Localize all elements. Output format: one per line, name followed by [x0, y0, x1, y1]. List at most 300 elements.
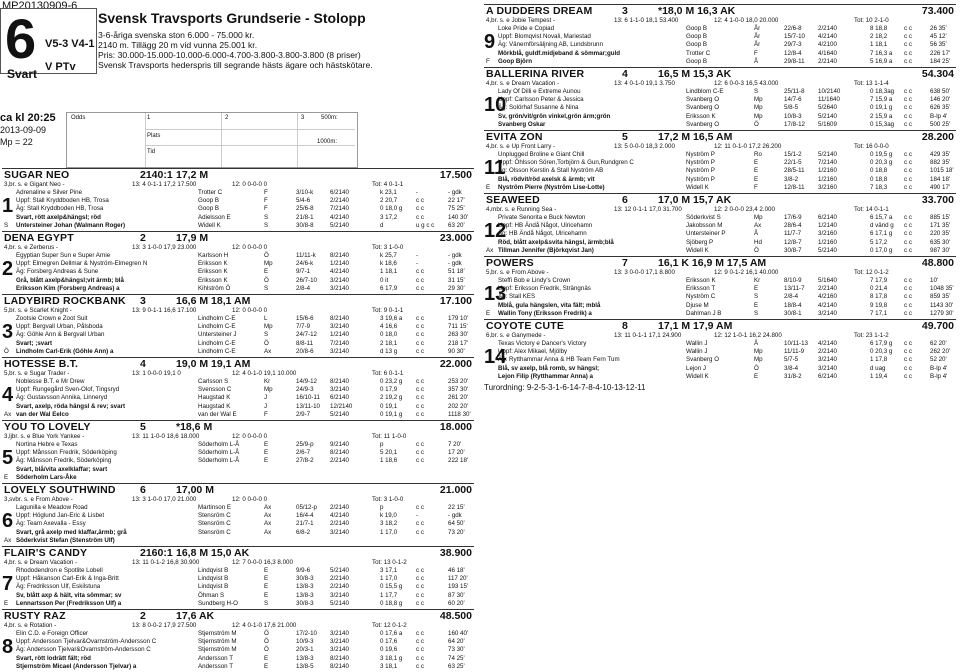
- line-cell: Goop B: [686, 41, 707, 49]
- line-cell: c c: [904, 309, 912, 317]
- line-cell: 10/8-3: [784, 112, 802, 120]
- line-tag: E: [4, 473, 9, 481]
- horse-line: [484, 25, 956, 33]
- line-cell: Goop B: [198, 205, 219, 213]
- line-cell: c c: [904, 96, 912, 104]
- line-cell: c c: [416, 567, 424, 574]
- line-cell: Zootsie Crown e Zoot Suit: [16, 315, 88, 322]
- horse-entry: [2, 231, 474, 293]
- line-cell: E: [754, 159, 759, 167]
- horse-line: [2, 630, 474, 638]
- line-cell: 0 20,3 g: [870, 159, 893, 167]
- horse-program-number: 3: [2, 321, 14, 343]
- horse-entry: [2, 357, 474, 419]
- line-cell: 2/6-7: [296, 449, 311, 457]
- line-cell: 7/2140: [330, 339, 349, 347]
- horse-start-number: 5: [622, 131, 628, 143]
- line-cell: 75 25': [448, 205, 465, 213]
- line-cell: 22/6-8: [784, 25, 802, 32]
- line-cell: 8/2140: [330, 654, 349, 662]
- line-cell: 184 18': [930, 175, 951, 183]
- line-cell: Djuse M: [686, 301, 709, 309]
- horse-record: *18,6 M: [176, 421, 213, 433]
- horse-stat: Tot: 12 0-1-2: [854, 269, 889, 276]
- line-cell: Trotter C: [198, 189, 223, 196]
- line-cell: Lindholm Carl-Erik (Göhle Ann) a: [16, 347, 114, 355]
- line-cell: 0 19,1: [380, 402, 398, 410]
- line-cell: Mp: [264, 323, 273, 331]
- horse-start-number: 6: [140, 484, 146, 496]
- line-cell: 20/3-1: [296, 646, 314, 654]
- line-cell: - gdk: [448, 252, 462, 259]
- line-cell: 1 17,0: [380, 575, 398, 583]
- line-cell: Äg: Stall KES: [498, 293, 536, 301]
- horse-earnings: 17.100: [439, 295, 472, 307]
- horse-line: [2, 260, 474, 268]
- line-cell: Söderkvist S: [686, 214, 721, 221]
- horse-line: [2, 512, 474, 520]
- line-cell: c c: [904, 57, 912, 65]
- line-cell: Svanberg O: [686, 356, 720, 364]
- horse-record: 17,2 M 16,5 AM: [658, 131, 733, 143]
- horse-stat: 6,br. s. e Ganymede -: [486, 332, 546, 339]
- line-cell: 7 17,9: [870, 277, 888, 284]
- line-cell: c c: [416, 575, 424, 583]
- line-cell: Svart, rött lodrätt fält; röd: [16, 654, 91, 662]
- line-cell: 0 19,5 g: [870, 151, 893, 158]
- line-cell: c c: [416, 449, 424, 457]
- tid-label: Tid: [147, 149, 156, 155]
- horse-line: [484, 159, 956, 167]
- horse-stat: Tot: 3 1-0-0: [372, 496, 404, 503]
- line-cell: Äg: Göhle Ann & Bergvall Urban: [16, 331, 105, 339]
- horse-stat: 12: 6 0-0-3 16,5 43.000: [714, 80, 779, 87]
- horse-entry: [2, 483, 474, 545]
- horse-stat: 4,br. s. e Dream Vacation -: [486, 80, 560, 87]
- horse-name: YOU TO LOVELY: [4, 421, 91, 433]
- line-cell: 8 18,8: [870, 25, 888, 32]
- horse-earnings: 33.700: [921, 194, 954, 206]
- horse-stat: 13: 11 0-1-1 17,1 24.900: [614, 332, 682, 339]
- horse-stat: 13: 9 0-1-1 16,6 17.100: [132, 307, 197, 314]
- race-desc-line: 3-6-åriga svenska ston 6.000 - 75.000 kr.: [98, 30, 255, 40]
- line-cell: 4/1640: [818, 49, 837, 57]
- grid-line: [297, 113, 298, 167]
- line-cell: 2/2140: [330, 504, 349, 511]
- horse-line: [484, 222, 956, 230]
- line-cell: 26/7-10: [296, 276, 317, 284]
- line-cell: Andersson T: [198, 654, 233, 662]
- line-cell: Sundberg H-O: [198, 599, 238, 607]
- line-cell: 3/2140: [818, 356, 837, 364]
- line-cell: 17 20': [448, 449, 465, 457]
- horse-line: [2, 646, 474, 654]
- line-cell: c c: [904, 25, 912, 32]
- line-cell: F: [754, 183, 758, 191]
- line-cell: 7/2140: [818, 159, 837, 167]
- odds-label: Odds: [71, 115, 86, 121]
- horse-stat: Tot: 11 1-0-0: [372, 433, 407, 440]
- line-cell: 30/8-3: [296, 575, 314, 583]
- line-cell: 7/7-9: [296, 323, 311, 331]
- horse-name: LADYBIRD ROCKBANK: [4, 295, 126, 307]
- horse-earnings: 18.000: [439, 421, 472, 433]
- line-tag: E: [4, 599, 9, 607]
- line-cell: 2 18,1: [380, 339, 398, 347]
- line-cell: Röd, blått axelp&svita hängsl, ärmb;blå: [498, 238, 614, 246]
- horse-line: [484, 340, 956, 348]
- horse-stat: 3,br. s. e Gigant Neo -: [4, 181, 65, 188]
- line-cell: 0 18,8: [870, 167, 888, 175]
- horse-name: FLAIR'S CANDY: [4, 547, 88, 559]
- line-cell: Ö: [264, 638, 269, 646]
- line-cell: 2/2140: [330, 197, 349, 205]
- line-cell: 3 17,2: [380, 213, 398, 221]
- line-cell: Widell K: [686, 183, 709, 191]
- horse-earnings: 21.000: [439, 484, 472, 496]
- line-cell: Adrenaline e Silver Pine: [16, 189, 83, 196]
- horse-stat: 4,br. s. e Rotation -: [4, 622, 57, 629]
- line-cell: Å: [754, 57, 759, 65]
- line-cell: 22 15': [448, 504, 465, 511]
- line-cell: Lindholm C-E: [198, 315, 236, 322]
- line-cell: Uppf: Carlsson Peter & Jessica: [498, 96, 584, 104]
- horse-header: [484, 4, 956, 17]
- line-cell: Mp: [754, 214, 763, 221]
- line-cell: 73 20': [448, 528, 465, 536]
- horse-body: [484, 214, 956, 255]
- line-cell: 13/8-3: [296, 591, 314, 599]
- line-cell: 6 17,1 g: [870, 230, 893, 238]
- line-cell: 0 18,3ag: [870, 88, 895, 95]
- horse-line: [2, 537, 474, 545]
- line-cell: c c: [904, 183, 912, 191]
- horse-program-number: 5: [2, 447, 14, 469]
- turordning: Turordning: 9-2-5-3-1-6-14-7-8-4-10-13-12-11: [484, 383, 646, 392]
- horse-start-number: 4: [140, 358, 146, 370]
- horse-program-number: 7: [2, 573, 14, 595]
- line-cell: c c: [416, 197, 424, 205]
- horse-record: 17,6 AK: [176, 610, 215, 622]
- line-cell: Mblå, gula hängslen, vita fält; mblå: [498, 301, 601, 309]
- line-cell: E: [264, 583, 269, 591]
- line-cell: 3 18,1: [380, 662, 398, 670]
- horse-header: [2, 483, 474, 496]
- line-cell: 3/2140: [330, 386, 349, 394]
- line-cell: 2 15,9 a: [870, 112, 893, 120]
- horse-stats: [2, 181, 474, 189]
- line-cell: 30/8-1: [784, 309, 802, 317]
- line-cell: 3 17,1: [380, 567, 398, 574]
- horse-record: 17,9 M: [176, 232, 209, 244]
- line-cell: Uppf: Blomqvist Novali, Mariestad: [498, 33, 591, 41]
- line-cell: 0 17,9: [380, 386, 398, 394]
- line-cell: 17/8-12: [784, 120, 805, 128]
- line-cell: c c: [416, 284, 424, 292]
- line-cell: Å: [754, 230, 759, 238]
- horse-line: [2, 285, 474, 293]
- race-number: 6: [5, 7, 37, 70]
- race-desc-line: Svensk Travsports hederspris till segrande hästs ägare och hästskötare.: [98, 60, 373, 70]
- line-cell: Mp: [754, 104, 763, 112]
- line-cell: Goop B: [686, 25, 707, 32]
- line-cell: 51 18': [448, 268, 465, 276]
- horse-line: [2, 449, 474, 457]
- line-cell: Nyström P: [686, 175, 715, 183]
- horse-record: 16,6 M 18,1 AM: [176, 295, 251, 307]
- line-cell: Uppf: Eriksson Fredrik, Strängnäs: [498, 285, 591, 293]
- line-cell: Eriksson T: [686, 285, 716, 293]
- horse-name: RUSTY RAZ: [4, 610, 66, 622]
- line-cell: Svart; ;svart: [16, 339, 53, 347]
- horse-stats: [484, 206, 956, 214]
- line-cell: Söderholm L-Å: [198, 441, 240, 448]
- line-cell: F: [754, 49, 758, 57]
- horse-line: [2, 378, 474, 386]
- horse-header: [2, 546, 474, 559]
- line-cell: 2/2140: [818, 25, 837, 32]
- line-cell: 2/2140: [330, 520, 349, 528]
- horse-record: 16,1 K 16,9 M 17,5 AM: [658, 257, 767, 269]
- line-cell: Äg: HB Ändå Något, Ulricehamn: [498, 230, 587, 238]
- line-cell: 6/2140: [818, 372, 837, 380]
- grid-line: [145, 113, 146, 167]
- line-cell: k 19,0: [380, 512, 397, 520]
- horse-body: [2, 315, 474, 356]
- line-cell: Ax: [264, 528, 272, 536]
- line-cell: 0 18,8: [870, 175, 888, 183]
- line-cell: S: [754, 293, 759, 301]
- horse-name: SEAWEED: [486, 194, 540, 206]
- line-cell: 28/6-4: [784, 222, 802, 230]
- line-cell: 25/6-8: [296, 205, 314, 213]
- line-tag: E: [486, 309, 491, 317]
- horse-stat: 12: 0 0-0-0 0: [232, 496, 268, 503]
- line-cell: Svart, rött axelp&hängsl; röd: [16, 213, 101, 221]
- line-cell: 1279 30': [930, 309, 954, 317]
- line-cell: Ö: [754, 120, 759, 128]
- line-cell: 45 12': [930, 33, 947, 41]
- line-cell: 52 20': [930, 356, 947, 364]
- line-cell: 4/2140: [818, 301, 837, 309]
- line-cell: Uppf: Rungegård Sven-Olof, Tingsryd: [16, 386, 120, 394]
- horse-stat: 12: 4 1-0-0 18,0 20.000: [714, 17, 779, 24]
- line-cell: 5/7-5: [784, 356, 799, 364]
- line-cell: 882 35': [930, 159, 951, 167]
- line-cell: 261 20': [448, 394, 469, 402]
- line-cell: E: [264, 654, 269, 662]
- race-number-box: [0, 7, 97, 81]
- line-cell: c c: [416, 646, 424, 654]
- line-cell: E: [754, 372, 759, 380]
- line-cell: 12/2140: [330, 402, 353, 410]
- line-cell: Äg: Andersson Tjelvar&Ovarnström-Andersson C: [16, 646, 151, 654]
- line-cell: - gdk: [448, 189, 462, 196]
- line-cell: 6/2140: [818, 214, 837, 221]
- line-cell: 0 17,6 a: [380, 630, 403, 637]
- horse-header: [2, 231, 474, 244]
- horse-header: [484, 319, 956, 332]
- line-cell: E: [264, 591, 269, 599]
- horse-body: [2, 252, 474, 293]
- horse-body: [484, 88, 956, 129]
- horse-program-number: 8: [2, 636, 14, 658]
- line-cell: 22 17': [448, 197, 465, 205]
- horse-earnings: 28.200: [921, 131, 954, 143]
- line-cell: Uppf: Höglund Jan-Eric & Lisbet: [16, 512, 105, 520]
- line-cell: c c: [904, 88, 912, 95]
- line-cell: c c: [416, 520, 424, 528]
- line-cell: Untersteiner P: [686, 230, 726, 238]
- horse-line: [2, 441, 474, 449]
- horse-stats: [484, 80, 956, 88]
- line-cell: Ö: [264, 339, 269, 347]
- line-cell: c c: [904, 277, 912, 284]
- line-cell: Svart, axelp, röda hängsl & rev; svart: [16, 402, 126, 410]
- line-cell: Äg: Gustavsson Annika, Linneryd: [16, 394, 108, 402]
- line-cell: Nyström Pierre (Nyström Lise-Lotte): [498, 183, 605, 191]
- line-cell: - gdk: [448, 512, 462, 520]
- horse-program-number: 14: [484, 346, 507, 368]
- line-cell: Svanberg O: [686, 96, 720, 104]
- line-cell: 30/8-3: [296, 599, 314, 607]
- line-cell: 3/2140: [330, 276, 349, 284]
- plats-label: Plats: [147, 133, 161, 139]
- line-cell: d vänd g: [870, 222, 894, 230]
- horse-stat: 4,br. s. e Up Front Larry -: [486, 143, 556, 150]
- horse-name: SUGAR NEO: [4, 169, 70, 181]
- horse-line: [2, 222, 474, 230]
- line-cell: 262 20': [930, 348, 951, 356]
- line-cell: 222 18': [448, 457, 469, 465]
- horse-stat: 5,br. s. e Sugar Trader -: [4, 370, 70, 377]
- horse-earnings: 23.000: [439, 232, 472, 244]
- horse-line: [484, 277, 956, 285]
- horse-line: [484, 113, 956, 121]
- line-cell: Stjernström M: [198, 638, 237, 646]
- line-cell: Äg: Olsson Kerstin & Stall Nyström AB: [498, 167, 604, 175]
- line-cell: c c: [416, 315, 424, 322]
- line-cell: Stensröm C: [198, 520, 231, 528]
- line-cell: 6/2140: [330, 394, 349, 402]
- line-cell: L: [264, 315, 268, 322]
- line-cell: 1 19,4: [870, 372, 888, 380]
- line-cell: 25/9-p: [296, 441, 314, 448]
- line-cell: E: [264, 662, 269, 670]
- horse-stat: 5,br. s. e Scarlet Knight -: [4, 307, 72, 314]
- line-cell: Ö: [264, 252, 269, 259]
- line-cell: 3 19,6 a: [380, 315, 403, 322]
- horse-name: HOTESSE B.T.: [4, 358, 79, 370]
- line-cell: År: [754, 41, 761, 49]
- horse-record: 16,5 M 15,3 AK: [658, 68, 732, 80]
- horse-line: [484, 88, 956, 96]
- line-cell: Svanberg O: [686, 104, 720, 112]
- line-cell: 1 18,1: [380, 268, 398, 276]
- line-cell: B-lp 4': [930, 112, 948, 120]
- line-cell: c c: [904, 301, 912, 309]
- line-cell: 0 20,3 g: [870, 348, 893, 356]
- line-cell: 8/8-11: [296, 339, 314, 347]
- line-cell: 3/8-2: [784, 175, 799, 183]
- line-cell: c c: [904, 222, 912, 230]
- line-cell: 18/8-4: [784, 301, 802, 309]
- line-cell: 5 17,2: [870, 238, 888, 246]
- line-cell: 90 30': [448, 347, 465, 355]
- line-cell: 28/5-11: [784, 167, 805, 175]
- line-cell: c c: [416, 457, 424, 465]
- line-cell: 64 20': [448, 638, 465, 646]
- line-cell: 1/2160: [818, 175, 837, 183]
- line-cell: Eriksson K: [686, 277, 716, 284]
- start-info: [0, 112, 64, 160]
- horse-body: [2, 441, 474, 482]
- horse-stat: 4,br. s. e Dream Vacation -: [4, 559, 78, 566]
- line-cell: 14/9-12: [296, 378, 317, 385]
- horse-start-number: 3: [622, 5, 628, 17]
- line-cell: Äg: Rytthammar Anna & HB Team Fern Tum: [498, 356, 620, 364]
- line-tag: Ax: [4, 536, 12, 544]
- line-cell: 20/8-6: [296, 347, 314, 355]
- horse-stat: 4,br. s. e Zerberus -: [4, 244, 58, 251]
- line-cell: p: [380, 504, 384, 511]
- line-cell: Mp: [754, 96, 763, 104]
- horse-start-number: 5: [140, 421, 146, 433]
- horse-stats: [2, 622, 474, 630]
- line-cell: Äg: Team Axevalla - Essy: [16, 520, 86, 528]
- line-cell: Ax: [264, 504, 272, 511]
- line-cell: 1118 30': [448, 410, 471, 418]
- line-cell: Äg: Stall Kryddboden HB, Trosa: [16, 205, 104, 213]
- line-cell: 5 16,9 a: [870, 57, 893, 65]
- line-cell: Stjernström Micael (Andersson Tjelvar) a: [16, 662, 137, 670]
- line-cell: 0 18,0 g: [380, 205, 403, 213]
- horse-line: [484, 356, 956, 364]
- line-cell: c c: [416, 386, 424, 394]
- line-cell: c c: [904, 356, 912, 364]
- horse-line: [2, 277, 474, 285]
- horse-header: [2, 294, 474, 307]
- horse-line: [2, 315, 474, 323]
- horse-stat: 3,ljbr. s. e Blue York Yankee -: [4, 433, 85, 440]
- line-cell: 1 17,8: [870, 356, 888, 364]
- horse-stats: [2, 496, 474, 504]
- line-cell: 2 19,2 g: [380, 394, 403, 402]
- line-cell: 13/11-10: [296, 402, 320, 410]
- line-cell: Sv, blått axp & hält, vita sömmar; sv: [16, 591, 122, 599]
- line-cell: 2/2140: [818, 285, 837, 293]
- horse-line: [484, 176, 956, 184]
- horse-line: [2, 323, 474, 331]
- race-game-types-2: V PTv: [45, 61, 76, 73]
- line-cell: År: [754, 25, 761, 32]
- horse-line: [2, 575, 474, 583]
- line-cell: 4/2140: [818, 340, 837, 347]
- line-cell: 5/2140: [330, 599, 349, 607]
- line-cell: 3/8-4: [784, 364, 799, 372]
- line-cell: Lejon Filip (Rytthammar Anna) a: [498, 372, 593, 380]
- line-cell: S: [264, 599, 269, 607]
- line-cell: Mörkblå, guldf.midjeband & sömmar;guld: [498, 49, 621, 57]
- line-cell: Lindholm C-E: [198, 339, 236, 347]
- horse-body: [484, 277, 956, 318]
- horse-header: [2, 357, 474, 370]
- horse-stats: [484, 269, 956, 277]
- horse-program-number: 1: [2, 195, 14, 217]
- line-cell: 3/2140: [330, 646, 349, 654]
- race-game-types: V5-3 V4-1: [45, 38, 95, 50]
- line-cell: 5/2140: [818, 246, 837, 254]
